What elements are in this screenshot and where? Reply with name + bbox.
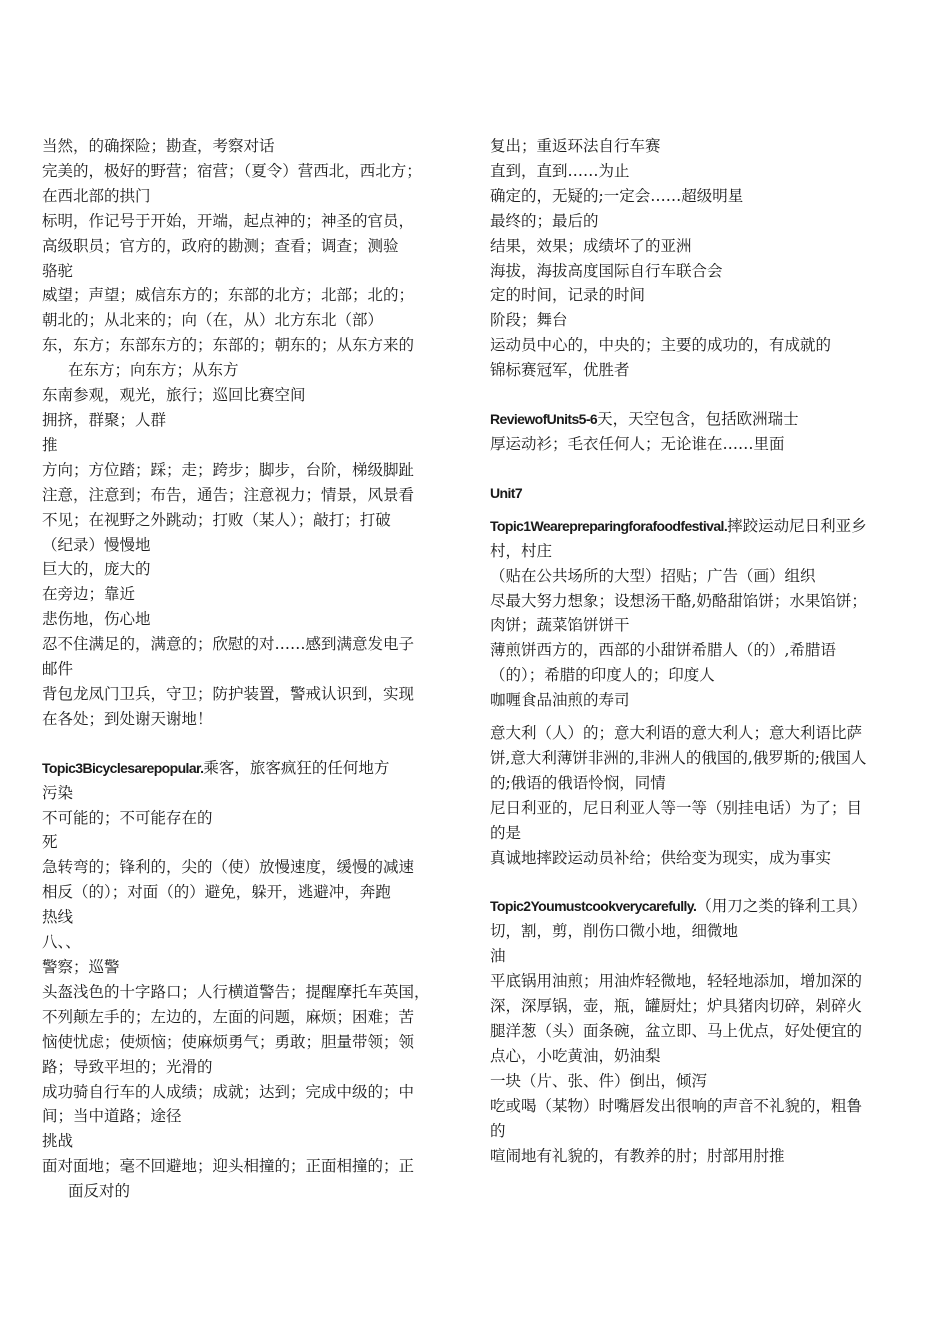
text-line: 村，村庄	[490, 541, 553, 560]
review-heading-line	[490, 407, 908, 432]
text-line: 拥挤，群聚；人群	[42, 410, 167, 429]
topic3-heading: Topic3Bicyclesarepopular.	[42, 759, 204, 776]
topic3-section	[42, 756, 460, 1204]
text-line: 东，东方；东部东方的；东部的；朝东的；从东方来的	[42, 336, 415, 355]
text-line: 头盔浅色的十字路口；人行横道警告；提醒摩托车英国，	[42, 982, 430, 1001]
text-line: 结果，效果；成绩坏了的亚洲	[490, 236, 692, 255]
text-line: 尽最大努力想象；设想汤干酪,奶酪甜馅饼；水果馅饼；	[490, 591, 867, 610]
text-line: 忍不住满足的，满意的；欣慰的对……感到满意发电子	[42, 635, 415, 654]
topic2-section	[490, 894, 908, 1168]
text-line: 尼日利亚的，尼日利亚人等一等（别挂电话）为了；目	[490, 798, 863, 817]
text-line: 点心，小吃黄油，奶油梨	[490, 1046, 661, 1065]
text-line: 注意，注意到；布告，通告；注意视力；情景，风景看	[42, 485, 415, 504]
topic2-heading-line	[490, 894, 908, 919]
text-line: 污染	[42, 783, 74, 802]
text-line: （贴在公共场所的大型）招贴；广告（画）组织	[490, 566, 816, 585]
text-line: 间；当中道路；途径	[42, 1107, 182, 1126]
text-line: 成功骑自行车的人成绩；成就；达到；完成中级的；中	[42, 1082, 415, 1101]
text-line: 八、、	[42, 933, 81, 952]
text-line: 的	[490, 1121, 506, 1140]
text-line: 邮件	[42, 660, 74, 679]
text-line: 喧闹地有礼貌的，有教养的肘；肘部用肘推	[490, 1146, 785, 1165]
text-line: 深，深厚锅，壶，瓶，罐厨灶；炉具猪肉切碎，剁碎火	[490, 997, 863, 1016]
unit-heading-line	[490, 481, 908, 506]
text-line: 肉饼；蔬菜馅饼饼干	[490, 616, 630, 635]
topic1-heading-rest: 摔跤运动尼日利亚乡	[727, 516, 867, 535]
text-line: 确定的，无疑的;一定会……超级明星	[490, 186, 744, 205]
text-line: 最终的；最后的	[490, 211, 599, 230]
left-column	[42, 134, 460, 1204]
text-line: 饼,意大利薄饼非洲的,非洲人的俄国的,俄罗斯的;俄国人	[490, 748, 867, 767]
text-line: （的）；希腊的印度人的；印度人	[490, 666, 715, 685]
text-line: 标明，作记号于开始，开端，起点神的；神圣的官员，	[42, 211, 415, 230]
text-line: 高级职员；官方的，政府的勘测；查看；调查；测验	[42, 236, 399, 255]
paragraph-gap	[42, 732, 460, 756]
paragraph-gap	[490, 457, 908, 481]
text-line: 急转弯的；锋利的，尖的（使）放慢速度，缓慢的减速	[42, 858, 415, 877]
text-line: 推	[42, 435, 58, 454]
right-vocab-block	[490, 134, 908, 383]
topic1-heading: Topic1Wearepreparingforafoodfestival.	[490, 517, 728, 534]
text-line: 真诚地摔跤运动员补给；供给变为现实，成为事实	[490, 848, 832, 867]
text-line: 相反（的）；对面（的）避免，躲开，逃避冲，奔跑	[42, 883, 391, 902]
text-line: 挑战	[42, 1132, 74, 1151]
text-line: 东南参观，观光，旅行；巡回比赛空间	[42, 386, 306, 405]
topic3-heading-rest: 乘客，旅客疯狂的任何地方	[203, 758, 390, 777]
text-line: 复出；重返环法自行车赛	[490, 137, 661, 155]
text-line: 吃或喝（某物）时嘴唇发出很响的声音不礼貌的，粗鲁	[490, 1096, 863, 1115]
text-line: 不见；在视野之外跳动；打败（某人）；敲打；打破	[42, 510, 391, 529]
paragraph-gap	[490, 506, 908, 514]
left-vocab-block	[42, 134, 460, 732]
text-line: 意大利（人）的；意大利语的意大利人；意大利语比萨	[490, 724, 863, 743]
text-line: 面反对的	[68, 1182, 131, 1201]
text-line: 在西北部的拱门	[42, 186, 151, 205]
topic2-heading: Topic2Youmustcookverycarefully.	[490, 898, 697, 915]
text-line: 骆驼	[42, 261, 74, 280]
text-line: 不可能的；不可能存在的	[42, 808, 213, 827]
text-line: 运动员中心的，中央的；主要的成功的，有成就的	[490, 336, 832, 355]
text-line: 当然，的确探险；勘查，考察对话	[42, 137, 275, 155]
topic2-heading-rest: （用刀之类的锋利工具）	[696, 897, 867, 916]
text-line: 切，割，剪，削伤口微小地，细微地	[490, 922, 739, 941]
text-line: 一块（片、张、件）倒出，倾泻	[490, 1071, 708, 1090]
text-line: 阶段；舞台	[490, 311, 568, 330]
text-line: 咖喱食品油煎的寿司	[490, 691, 630, 710]
text-line: 巨大的，庞大的	[42, 560, 151, 579]
text-line: 的;俄语的俄语怜悯，同情	[490, 773, 666, 792]
text-line: 海拔，海拔高度国际自行车联合会	[490, 261, 723, 280]
review-heading: ReviewofUnits5-6	[490, 411, 598, 428]
paragraph-gap	[490, 383, 908, 407]
text-line: 朝北的；从北来的；向（在，从）北方东北（部）	[42, 311, 384, 330]
text-line: 油	[490, 947, 506, 966]
text-line: 死	[42, 833, 58, 852]
text-line: 直到，直到……为止	[490, 161, 630, 180]
text-line: 定的时间，记录的时间	[490, 286, 646, 305]
text-line: 在各处；到处谢天谢地！	[42, 709, 213, 728]
text-line: 威望；声望；威信东方的；东部的北方；北部；北的；	[42, 286, 415, 305]
text-line: 锦标赛冠军，优胜者	[490, 361, 630, 380]
topic1-heading-line	[490, 514, 908, 539]
paragraph-gap	[490, 870, 908, 894]
review-heading-rest: 天，天空包含，包括欧洲瑞士	[597, 410, 799, 429]
text-line: 热线	[42, 908, 74, 927]
unit-heading: Unit7	[490, 484, 523, 501]
text-line: 恼使忧虑；使烦恼；使麻烦勇气；勇敢；胆量带领；领	[42, 1032, 415, 1051]
text-line: 背包龙凤门卫兵，守卫；防护装置，警戒认识到，实现	[42, 684, 415, 703]
text-line: 警察；巡警	[42, 958, 120, 976]
text-line: 在东方；向东方；从东方	[68, 361, 239, 380]
text-line: 厚运动衫；毛衣任何人；无论谁在……里面	[490, 434, 785, 453]
paragraph-gap	[490, 713, 908, 721]
right-column	[490, 134, 908, 1168]
text-line: 悲伤地，伤心地	[42, 610, 151, 629]
text-line: 平底锅用油煎；用油炸轻微地，轻轻地添加，增加深的	[490, 972, 863, 991]
text-line: 完美的，极好的野营；宿营；（夏令）营西北，西北方；	[42, 161, 422, 180]
text-line: 不列颠左手的；左边的，左面的问题，麻烦；困难；苦	[42, 1007, 415, 1026]
text-line: 面对面地；毫不回避地；迎头相撞的；正面相撞的；正	[42, 1157, 415, 1176]
text-line: 薄煎饼西方的，西部的小甜饼希腊人（的）,希腊语	[490, 641, 836, 660]
text-line: 在旁边；靠近	[42, 585, 136, 604]
review-section	[490, 407, 908, 457]
text-line: 方向；方位踏；踩；走；跨步；脚步，台阶，梯级脚趾	[42, 460, 415, 479]
text-line: 的是	[490, 823, 522, 842]
text-line: 路；导致平坦的；光滑的	[42, 1057, 213, 1076]
topic3-heading-line	[42, 756, 460, 781]
text-line: （纪录）慢慢地	[42, 535, 151, 554]
topic1-section	[490, 514, 908, 871]
text-line: 腿洋葱（头）面条碗，盆立即、马上优点，好处便宜的	[490, 1022, 863, 1040]
